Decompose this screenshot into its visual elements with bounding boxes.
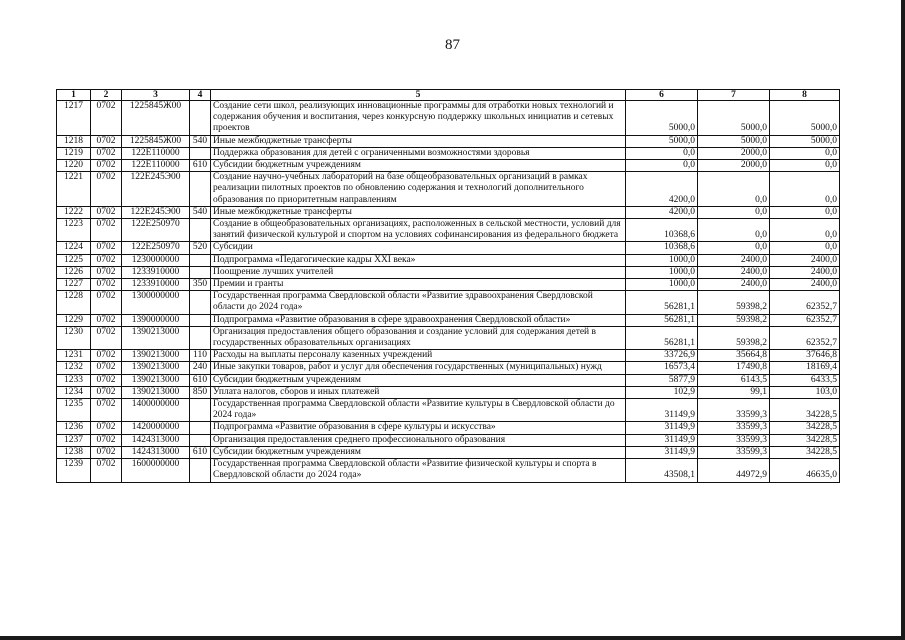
section-code-cell: 0702 [91, 172, 122, 207]
description-cell: Государственная программа Свердловской области «Развитие здравоохранения Свердловской области до 2024 года» [211, 291, 626, 314]
amount-year2-cell: 2400,0 [698, 254, 770, 266]
target-code-cell: 1424313000 [122, 446, 190, 458]
section-code-cell: 0702 [91, 147, 122, 159]
row-number-cell: 1219 [57, 147, 91, 159]
section-code-cell: 0702 [91, 314, 122, 326]
section-code-cell: 0702 [91, 254, 122, 266]
amount-year3-cell: 0,0 [770, 147, 840, 159]
expense-type-cell [190, 326, 211, 349]
description-cell: Организация предоставления среднего профессионального образования [211, 434, 626, 446]
description-cell: Иные межбюджетные трансферты [211, 135, 626, 147]
description-cell: Поощрение лучших учителей [211, 266, 626, 278]
amount-year2-cell: 99,1 [698, 386, 770, 398]
section-code-cell: 0702 [91, 434, 122, 446]
description-cell: Подпрограмма «Развитие образования в сфере здравоохранения Свердловской области» [211, 314, 626, 326]
page-number: 87 [445, 37, 460, 53]
table-row [57, 101, 840, 136]
table-row [57, 399, 840, 422]
amount-year2-cell: 59398,2 [698, 326, 770, 349]
expense-type-cell [190, 147, 211, 159]
target-code-cell: 1390000000 [122, 314, 190, 326]
row-number-cell: 1238 [57, 446, 91, 458]
amount-year3-cell: 2400,0 [770, 254, 840, 266]
description-cell: Подпрограмма «Развитие образования в сфере культуры и искусства» [211, 422, 626, 434]
amount-year1-cell: 56281,1 [626, 314, 698, 326]
table-row [57, 314, 840, 326]
expense-type-cell: 610 [190, 446, 211, 458]
table-row [57, 386, 840, 398]
target-code-cell: 1300000000 [122, 291, 190, 314]
section-code-cell: 0702 [91, 326, 122, 349]
row-number-cell: 1231 [57, 350, 91, 362]
amount-year3-cell: 0,0 [770, 219, 840, 242]
amount-year3-cell: 0,0 [770, 242, 840, 254]
target-code-cell: 1230000000 [122, 254, 190, 266]
description-cell: Организация предоставления общего образования и создание условий для содержания детей в государственных образовательных организациях [211, 326, 626, 349]
target-code-cell: 1400000000 [122, 399, 190, 422]
row-number-cell: 1218 [57, 135, 91, 147]
amount-year1-cell: 10368,6 [626, 219, 698, 242]
target-code-cell: 1390213000 [122, 386, 190, 398]
section-code-cell: 0702 [91, 362, 122, 374]
section-code-cell: 0702 [91, 242, 122, 254]
amount-year3-cell: 0,0 [770, 160, 840, 172]
description-cell: Создание сети школ, реализующих инновационные программы для отработки новых технологий и содержания обучения и воспитания, через конкурсную поддержку школьных инициатив и сетевых проектов [211, 101, 626, 136]
section-code-cell: 0702 [91, 266, 122, 278]
amount-year1-cell: 4200,0 [626, 172, 698, 207]
description-cell: Расходы на выплаты персоналу казенных учреждений [211, 350, 626, 362]
amount-year2-cell: 0,0 [698, 242, 770, 254]
section-code-cell: 0702 [91, 291, 122, 314]
section-code-cell: 0702 [91, 279, 122, 291]
expense-type-cell [190, 314, 211, 326]
row-number-cell: 1232 [57, 362, 91, 374]
amount-year1-cell: 0,0 [626, 147, 698, 159]
amount-year1-cell: 31149,9 [626, 446, 698, 458]
amount-year3-cell: 62352,7 [770, 291, 840, 314]
table-row [57, 422, 840, 434]
expense-type-cell [190, 422, 211, 434]
amount-year3-cell: 34228,5 [770, 399, 840, 422]
expense-type-cell: 350 [190, 279, 211, 291]
expense-type-cell [190, 101, 211, 136]
description-cell: Иные закупки товаров, работ и услуг для обеспечения государственных (муниципальных) нужд [211, 362, 626, 374]
scan-edge-bottom [0, 636, 905, 640]
amount-year3-cell: 37646,8 [770, 350, 840, 362]
column-header: 8 [770, 90, 840, 101]
row-number-cell: 1236 [57, 422, 91, 434]
description-cell: Субсидии [211, 242, 626, 254]
table-row [57, 242, 840, 254]
amount-year3-cell: 34228,5 [770, 434, 840, 446]
section-code-cell: 0702 [91, 206, 122, 218]
amount-year2-cell: 2000,0 [698, 147, 770, 159]
amount-year1-cell: 1000,0 [626, 279, 698, 291]
description-cell: Поддержка образования для детей с ограниченными возможностями здоровья [211, 147, 626, 159]
target-code-cell: 1225845Ж00 [122, 135, 190, 147]
budget-table [56, 89, 840, 483]
expense-type-cell: 540 [190, 206, 211, 218]
amount-year2-cell: 0,0 [698, 219, 770, 242]
table-row [57, 446, 840, 458]
expense-type-cell [190, 219, 211, 242]
amount-year1-cell: 56281,1 [626, 326, 698, 349]
table-row [57, 135, 840, 147]
description-cell: Уплата налогов, сборов и иных платежей [211, 386, 626, 398]
section-code-cell: 0702 [91, 386, 122, 398]
row-number-cell: 1235 [57, 399, 91, 422]
section-code-cell: 0702 [91, 135, 122, 147]
amount-year1-cell: 1000,0 [626, 266, 698, 278]
row-number-cell: 1222 [57, 206, 91, 218]
target-code-cell: 1390213000 [122, 374, 190, 386]
amount-year1-cell: 43508,1 [626, 459, 698, 482]
amount-year2-cell: 33599,3 [698, 422, 770, 434]
table-row [57, 434, 840, 446]
description-cell: Подпрограмма «Педагогические кадры XXI века» [211, 254, 626, 266]
expense-type-cell [190, 459, 211, 482]
amount-year1-cell: 31149,9 [626, 399, 698, 422]
column-header: 1 [57, 90, 91, 101]
amount-year3-cell: 34228,5 [770, 422, 840, 434]
target-code-cell: 122E110000 [122, 147, 190, 159]
table-row [57, 374, 840, 386]
amount-year2-cell: 59398,2 [698, 291, 770, 314]
amount-year1-cell: 5877,9 [626, 374, 698, 386]
amount-year2-cell: 2400,0 [698, 266, 770, 278]
description-cell: Создание научно-учебных лабораторий на базе общеобразовательных организаций в рамках реализации пилотных проектов по обновлению содержания и технологий дополнительного образования по приоритетным направлениям [211, 172, 626, 207]
target-code-cell: 1233910000 [122, 266, 190, 278]
row-number-cell: 1230 [57, 326, 91, 349]
amount-year2-cell: 33599,3 [698, 446, 770, 458]
column-header: 7 [698, 90, 770, 101]
table-row [57, 160, 840, 172]
amount-year2-cell: 6143,5 [698, 374, 770, 386]
target-code-cell: 1233910000 [122, 279, 190, 291]
scan-edge-right [901, 0, 905, 640]
amount-year2-cell: 35664,8 [698, 350, 770, 362]
table-row [57, 266, 840, 278]
expense-type-cell [190, 266, 211, 278]
row-number-cell: 1220 [57, 160, 91, 172]
expense-type-cell: 540 [190, 135, 211, 147]
target-code-cell: 1420000000 [122, 422, 190, 434]
section-code-cell: 0702 [91, 374, 122, 386]
description-cell: Субсидии бюджетным учреждениям [211, 374, 626, 386]
amount-year2-cell: 5000,0 [698, 101, 770, 136]
table-row [57, 172, 840, 207]
target-code-cell: 122E250970 [122, 219, 190, 242]
target-code-cell: 1390213000 [122, 350, 190, 362]
expense-type-cell [190, 291, 211, 314]
amount-year1-cell: 31149,9 [626, 422, 698, 434]
target-code-cell: 1225845Ж00 [122, 101, 190, 136]
row-number-cell: 1237 [57, 434, 91, 446]
table-row [57, 459, 840, 482]
description-cell: Государственная программа Свердловской области «Развитие культуры в Свердловской области до 2024 года» [211, 399, 626, 422]
amount-year3-cell: 2400,0 [770, 266, 840, 278]
row-number-cell: 1223 [57, 219, 91, 242]
target-code-cell: 1390213000 [122, 362, 190, 374]
amount-year1-cell: 1000,0 [626, 254, 698, 266]
amount-year1-cell: 5000,0 [626, 101, 698, 136]
expense-type-cell [190, 434, 211, 446]
amount-year3-cell: 62352,7 [770, 326, 840, 349]
amount-year2-cell: 2000,0 [698, 160, 770, 172]
amount-year1-cell: 10368,6 [626, 242, 698, 254]
section-code-cell: 0702 [91, 422, 122, 434]
expense-type-cell: 610 [190, 160, 211, 172]
expense-type-cell: 520 [190, 242, 211, 254]
amount-year1-cell: 56281,1 [626, 291, 698, 314]
row-number-cell: 1233 [57, 374, 91, 386]
amount-year1-cell: 16573,4 [626, 362, 698, 374]
amount-year3-cell: 5000,0 [770, 135, 840, 147]
amount-year2-cell: 17490,8 [698, 362, 770, 374]
amount-year1-cell: 0,0 [626, 160, 698, 172]
description-cell: Государственная программа Свердловской области «Развитие физической культуры и спорта в Свердловской области до 2024 года» [211, 459, 626, 482]
amount-year2-cell: 33599,3 [698, 434, 770, 446]
amount-year2-cell: 44972,9 [698, 459, 770, 482]
expense-type-cell [190, 172, 211, 207]
section-code-cell: 0702 [91, 446, 122, 458]
section-code-cell: 0702 [91, 399, 122, 422]
amount-year3-cell: 46635,0 [770, 459, 840, 482]
amount-year1-cell: 5000,0 [626, 135, 698, 147]
description-cell: Иные межбюджетные трансферты [211, 206, 626, 218]
row-number-cell: 1239 [57, 459, 91, 482]
amount-year3-cell: 0,0 [770, 172, 840, 207]
row-number-cell: 1227 [57, 279, 91, 291]
row-number-cell: 1229 [57, 314, 91, 326]
amount-year3-cell: 103,0 [770, 386, 840, 398]
table-row [57, 350, 840, 362]
amount-year3-cell: 0,0 [770, 206, 840, 218]
amount-year1-cell: 33726,9 [626, 350, 698, 362]
amount-year1-cell: 31149,9 [626, 434, 698, 446]
amount-year3-cell: 62352,7 [770, 314, 840, 326]
table-row [57, 219, 840, 242]
section-code-cell: 0702 [91, 160, 122, 172]
target-code-cell: 1424313000 [122, 434, 190, 446]
expense-type-cell [190, 399, 211, 422]
expense-type-cell: 240 [190, 362, 211, 374]
description-cell: Субсидии бюджетным учреждениям [211, 160, 626, 172]
column-header: 2 [91, 90, 122, 101]
expense-type-cell: 610 [190, 374, 211, 386]
amount-year3-cell: 5000,0 [770, 101, 840, 136]
table-row [57, 254, 840, 266]
amount-year1-cell: 4200,0 [626, 206, 698, 218]
expense-type-cell [190, 254, 211, 266]
amount-year3-cell: 2400,0 [770, 279, 840, 291]
target-code-cell: 1600000000 [122, 459, 190, 482]
description-cell: Создание в общеобразовательных организациях, расположенных в сельской местности, условий для занятий физической культурой и спортом на условиях софинансирования из федерального бюджета [211, 219, 626, 242]
target-code-cell: 1390213000 [122, 326, 190, 349]
amount-year2-cell: 59398,2 [698, 314, 770, 326]
row-number-cell: 1226 [57, 266, 91, 278]
table-row [57, 291, 840, 314]
table-row [57, 326, 840, 349]
table-row [57, 362, 840, 374]
amount-year2-cell: 5000,0 [698, 135, 770, 147]
table-row [57, 279, 840, 291]
column-header: 6 [626, 90, 698, 101]
row-number-cell: 1221 [57, 172, 91, 207]
description-cell: Премии и гранты [211, 279, 626, 291]
section-code-cell: 0702 [91, 219, 122, 242]
column-header: 5 [211, 90, 626, 101]
amount-year3-cell: 34228,5 [770, 446, 840, 458]
amount-year2-cell: 0,0 [698, 206, 770, 218]
column-header: 4 [190, 90, 211, 101]
amount-year3-cell: 18169,4 [770, 362, 840, 374]
amount-year3-cell: 6433,5 [770, 374, 840, 386]
row-number-cell: 1228 [57, 291, 91, 314]
row-number-cell: 1217 [57, 101, 91, 136]
row-number-cell: 1234 [57, 386, 91, 398]
header-row [57, 90, 840, 101]
amount-year2-cell: 0,0 [698, 172, 770, 207]
row-number-cell: 1225 [57, 254, 91, 266]
amount-year2-cell: 33599,3 [698, 399, 770, 422]
target-code-cell: 122E245Э00 [122, 206, 190, 218]
row-number-cell: 1224 [57, 242, 91, 254]
column-header: 3 [122, 90, 190, 101]
target-code-cell: 122E250970 [122, 242, 190, 254]
amount-year1-cell: 102,9 [626, 386, 698, 398]
amount-year2-cell: 2400,0 [698, 279, 770, 291]
section-code-cell: 0702 [91, 350, 122, 362]
section-code-cell: 0702 [91, 101, 122, 136]
target-code-cell: 122E245Э00 [122, 172, 190, 207]
description-cell: Субсидии бюджетным учреждениям [211, 446, 626, 458]
expense-type-cell: 850 [190, 386, 211, 398]
table-body [57, 101, 840, 483]
table-row [57, 206, 840, 218]
table-row [57, 147, 840, 159]
section-code-cell: 0702 [91, 459, 122, 482]
expense-type-cell: 110 [190, 350, 211, 362]
target-code-cell: 122E110000 [122, 160, 190, 172]
